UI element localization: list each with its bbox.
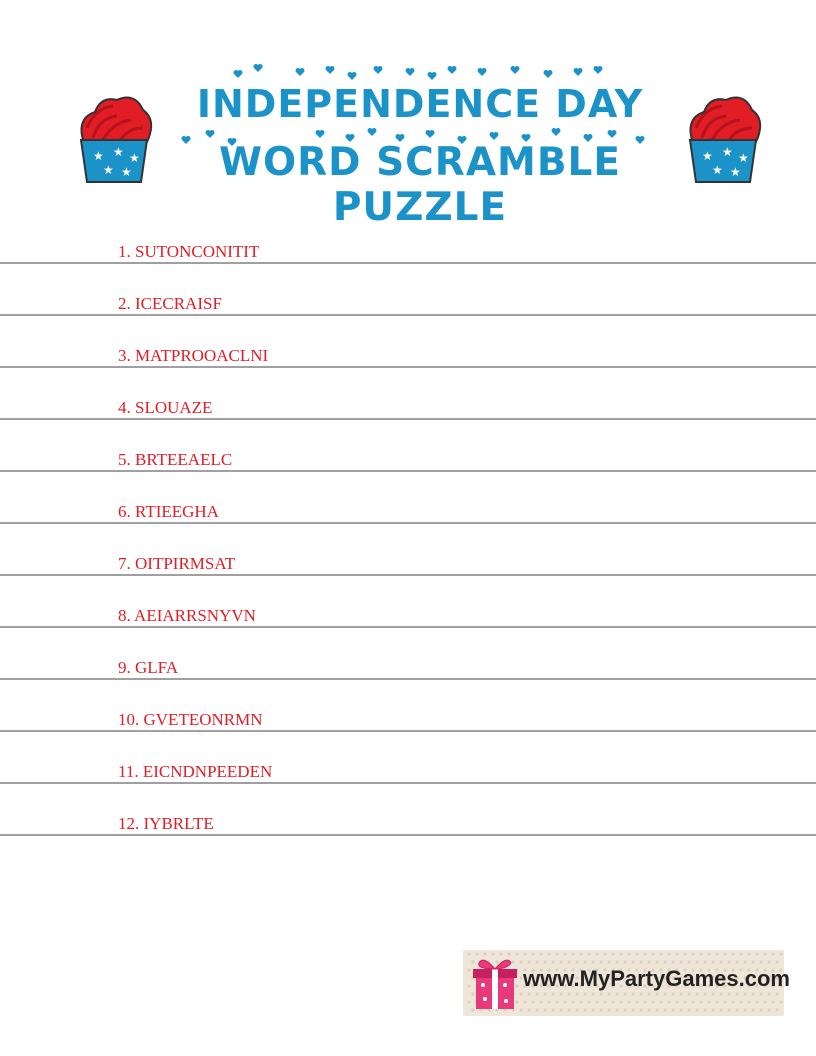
svg-text:★: ★ [722, 145, 733, 159]
svg-text:★: ★ [738, 151, 749, 165]
svg-text:★: ★ [103, 163, 114, 177]
scrambled-word: 11. EICNDNPEEDEN [118, 762, 273, 781]
svg-text:★: ★ [730, 165, 741, 179]
word-row [0, 524, 816, 576]
title-line-2: WORD SCRAMBLE PUZZLE [218, 140, 622, 230]
scrambled-word: 7. OITPIRMSAT [118, 554, 236, 573]
word-row [0, 264, 816, 316]
scrambled-word: 2. ICECRAISF [118, 294, 222, 313]
word-row [0, 368, 816, 420]
footer-url[interactable]: www.MyPartyGames.com [523, 966, 790, 991]
answer-line[interactable] [0, 834, 816, 836]
svg-text:★: ★ [129, 151, 140, 165]
gift-icon [473, 955, 517, 1011]
scrambled-word: 5. BRTEEAELC [118, 450, 233, 469]
title-line-1: INDEPENDENCE DAY [196, 82, 644, 126]
scrambled-word: 1. SUTONCONITIT [118, 242, 260, 261]
word-row [0, 316, 816, 368]
footer-banner[interactable] [463, 950, 790, 1016]
svg-text:★: ★ [702, 149, 713, 163]
svg-text:★: ★ [113, 145, 124, 159]
scrambled-word: 4. SLOUAZE [118, 398, 213, 417]
word-row [0, 628, 816, 680]
word-row [0, 784, 816, 836]
word-row [0, 472, 816, 524]
word-row [0, 576, 816, 628]
scrambled-word: 3. MATPROOACLNI [118, 346, 269, 365]
word-row [0, 212, 816, 264]
word-row [0, 420, 816, 472]
cupcake-icon-left [73, 88, 155, 188]
svg-text:★: ★ [712, 163, 723, 177]
word-row [0, 680, 816, 732]
scrambled-word: 9. GLFA [118, 658, 179, 677]
scrambled-word: 8. AEIARRSNYVN [118, 606, 256, 625]
svg-text:★: ★ [121, 165, 132, 179]
scrambled-word: 10. GVETEONRMN [118, 710, 263, 729]
word-row [0, 732, 816, 784]
scrambled-word: 6. RTIEEGHA [118, 502, 219, 521]
scrambled-word: 12. IYBRLTE [118, 814, 214, 833]
svg-text:★: ★ [93, 149, 104, 163]
header [0, 0, 816, 230]
cupcake-icon-right [682, 88, 764, 188]
